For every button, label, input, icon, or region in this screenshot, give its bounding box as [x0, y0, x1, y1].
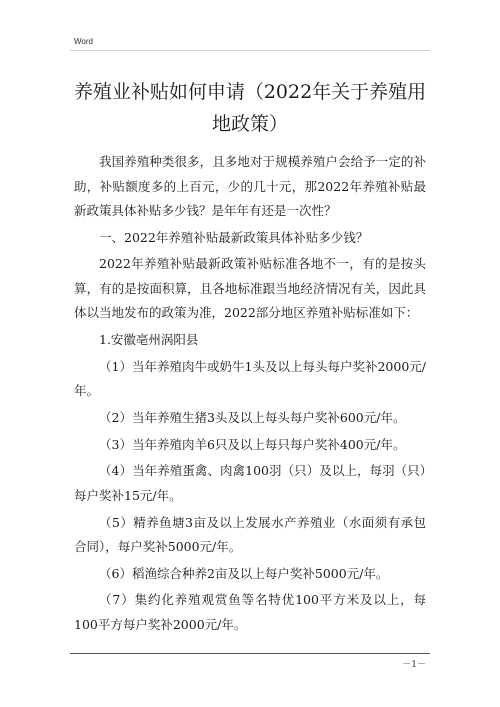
list-item: （2）当年养殖生猪3头及以上每头每户奖补600元/年。: [99, 409, 406, 425]
document-title: 养殖业补贴如何申请（2022年关于养殖用地政策）: [73, 81, 427, 135]
subsection-heading: 1.安徽亳州涡阳县: [99, 332, 199, 348]
intro-paragraph: 我国养殖种类很多，且多地对于规模养殖户会给予一定的补助，补贴额度多的上百元，少的几十元，那2022年养殖补贴最新政策具体补贴多少钱？是年年有还是一次性？: [74, 154, 426, 218]
footer-divider: [70, 653, 430, 654]
list-item: （5）精养鱼塘3亩及以上发展水产养殖业（水面须有承包合同），每户奖补5000元/年。: [74, 514, 426, 554]
list-item: （6）稻渔综合种养2亩及以上每户奖补5000元/年。: [99, 565, 389, 581]
header-divider: [70, 50, 430, 51]
body-paragraph: 2022年养殖补贴最新政策补贴标准各地不一，有的是按头算，有的是按面积算，且各地标准跟当地经济情况有关，因此具体以当地发布的政策为准，2022部分地区养殖补贴标准如下：: [74, 256, 426, 321]
page-number: －1－: [402, 660, 426, 670]
document-body: [74, 150, 426, 640]
section-heading: 一、2022年养殖补贴最新政策具体补贴多少钱？: [99, 229, 369, 245]
list-item: （1）当年养殖肉牛或奶牛1头及以上每头每户奖补2000元/年。: [74, 358, 426, 399]
list-item: （4）当年养殖蛋禽、肉禽100羽（只）及以上，每羽（只）每户奖补15元/年。: [74, 463, 426, 503]
header-label: Word: [74, 37, 93, 46]
list-item: （7）集约化养殖观赏鱼等名特优100平方米及以上，每100平方每户奖补2000元/年。: [74, 592, 426, 632]
list-item: （3）当年养殖肉羊6只及以上每只每户奖补400元/年。: [99, 436, 406, 452]
